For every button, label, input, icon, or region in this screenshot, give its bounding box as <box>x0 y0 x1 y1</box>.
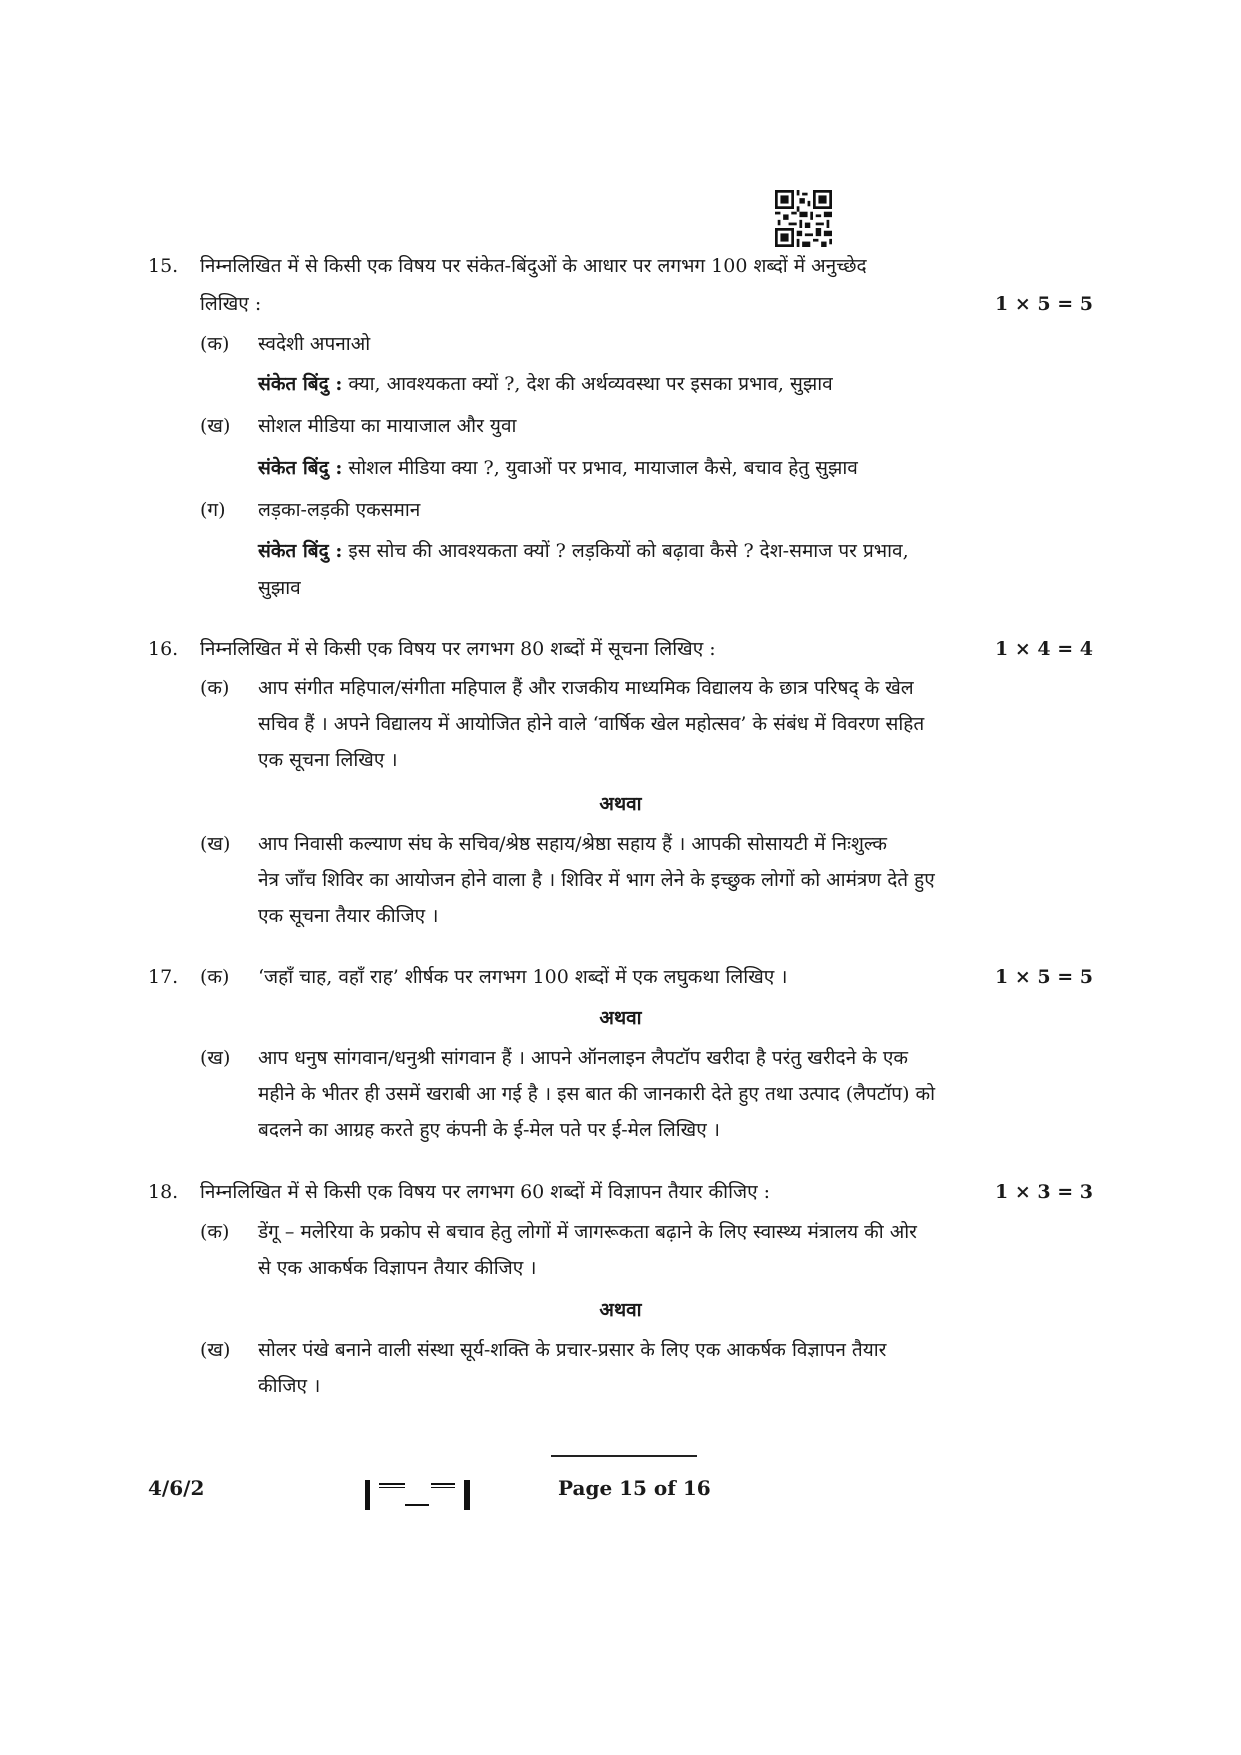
hint-label: संकेत बिंदु : <box>258 373 343 395</box>
q15-option-c-hint-cont: सुझाव <box>258 577 301 599</box>
q17-or: अथवा <box>599 1007 642 1029</box>
q16-option-a-text <box>258 670 1093 778</box>
page-number: Page 15 of 16 <box>558 1476 711 1500</box>
q15-option-b-hint <box>258 450 858 486</box>
q16-prompt: निम्नलिखित में से किसी एक विषय पर लगभग 80 शब्दों में सूचना लिखिए : <box>200 638 716 660</box>
q15-option-b-label: (ख) <box>200 415 231 437</box>
q18-number: 18. <box>148 1181 179 1203</box>
q18-option-a-text <box>258 1214 1093 1286</box>
q15-option-c-hint <box>258 533 1093 569</box>
q16-a-line-3: एक सूचना लिखिए । <box>258 749 398 771</box>
q15-option-a-title: स्वदेशी अपनाओ <box>258 333 371 355</box>
q18-prompt: निम्नलिखित में से किसी एक विषय पर लगभग 60 शब्दों में विज्ञापन तैयार कीजिए : <box>200 1181 771 1203</box>
hint-label: संकेत बिंदु : <box>258 540 343 562</box>
q16-option-b-text <box>258 826 1093 934</box>
q18-a-line-2: से एक आकर्षक विज्ञापन तैयार कीजिए । <box>258 1257 537 1279</box>
q17-b-line-1: आप धनुष सांगवान/धनुश्री सांगवान हैं । आपने ऑनलाइन लैपटॉप खरीदा है परंतु खरीदने के एक <box>258 1047 908 1069</box>
q17-option-b-text <box>258 1040 1093 1148</box>
q15-prompt-cont: लिखिए : <box>200 293 262 315</box>
q18-option-a-label: (क) <box>200 1221 230 1243</box>
q16-a-line-2: सचिव हैं । अपने विद्यालय में आयोजित होने वाले ‘वार्षिक खेल महोत्सव’ के संबंध में विवरण सहित <box>258 713 925 735</box>
q15-option-c-label: (ग) <box>200 499 226 521</box>
hint-text: क्या, आवश्यकता क्यों ?, देश की अर्थव्यवस्था पर इसका प्रभाव, सुझाव <box>348 373 833 395</box>
q17-option-a-text: ‘जहाँ चाह, वहाँ राह’ शीर्षक पर लगभग 100 शब्दों में एक लघुकथा लिखिए । <box>258 966 788 988</box>
q18-b-line-1: सोलर पंखे बनाने वाली संस्था सूर्य-शक्ति के प्रचार-प्रसार के लिए एक आकर्षक विज्ञापन तैयार <box>258 1339 887 1361</box>
q17-option-b-label: (ख) <box>200 1047 231 1069</box>
q18-or: अथवा <box>599 1299 642 1321</box>
barcode-icon <box>365 1480 470 1510</box>
qr-code-icon <box>775 190 832 247</box>
q15-option-a-label: (क) <box>200 333 230 355</box>
q17-option-a-label: (क) <box>200 966 230 988</box>
q16-option-a-label: (क) <box>200 677 230 699</box>
q17-number: 17. <box>148 966 179 988</box>
q15-prompt: निम्नलिखित में से किसी एक विषय पर संकेत-बिंदुओं के आधार पर लगभग 100 शब्दों में अनुच्छेद <box>200 255 867 277</box>
q15-option-a-hint <box>258 366 833 402</box>
q16-b-line-2: नेत्र जाँच शिविर का आयोजन होने वाला है । शिविर में भाग लेने के इच्छुक लोगों को आमंत्रण देते हुए <box>258 869 935 891</box>
q16-b-line-1: आप निवासी कल्याण संघ के सचिव/श्रेष्ठ सहाय/श्रेष्ठा सहाय हैं । आपकी सोसायटी में निःशुल्क <box>258 833 888 855</box>
paper-code: 4/6/2 <box>148 1476 205 1500</box>
hint-label: संकेत बिंदु : <box>258 457 343 479</box>
q18-option-b-text <box>258 1332 1093 1404</box>
q17-b-line-3: बदलने का आग्रह करते हुए कंपनी के ई-मेल पते पर ई-मेल लिखिए । <box>258 1119 720 1141</box>
hint-text: इस सोच की आवश्यकता क्यों ? लड़कियों को बढ़ावा कैसे ? देश-समाज पर प्रभाव, <box>348 540 909 562</box>
q16-number: 16. <box>148 638 179 660</box>
q15-marks: 1 × 5 = 5 <box>995 293 1093 315</box>
q15-number: 15. <box>148 255 179 277</box>
q18-b-line-2: कीजिए । <box>258 1375 321 1397</box>
q15-option-c-title: लड़का-लड़की एकसमान <box>258 499 421 521</box>
q18-a-line-1: डेंगू – मलेरिया के प्रकोप से बचाव हेतु लोगों में जागरूकता बढ़ाने के लिए स्वास्थ्य मंत्रालय की ओर <box>258 1221 917 1243</box>
q16-option-b-label: (ख) <box>200 833 231 855</box>
q18-marks: 1 × 3 = 3 <box>995 1181 1093 1203</box>
q15-option-b-title: सोशल मीडिया का मायाजाल और युवा <box>258 415 517 437</box>
q16-marks: 1 × 4 = 4 <box>995 638 1093 660</box>
q18-option-b-label: (ख) <box>200 1339 231 1361</box>
q17-marks: 1 × 5 = 5 <box>995 966 1093 988</box>
q17-b-line-2: महीने के भीतर ही उसमें खराबी आ गई है । इस बात की जानकारी देते हुए तथा उत्पाद (लैपटॉप) को <box>258 1083 936 1105</box>
q16-a-line-1: आप संगीत महिपाल/संगीता महिपाल हैं और राजकीय माध्यमिक विद्यालय के छात्र परिषद् के खेल <box>258 677 914 699</box>
q16-b-line-3: एक सूचना तैयार कीजिए । <box>258 905 439 927</box>
footer-divider <box>551 1455 697 1457</box>
hint-text: सोशल मीडिया क्या ?, युवाओं पर प्रभाव, मायाजाल कैसे, बचाव हेतु सुझाव <box>348 457 858 479</box>
q16-or: अथवा <box>599 793 642 815</box>
